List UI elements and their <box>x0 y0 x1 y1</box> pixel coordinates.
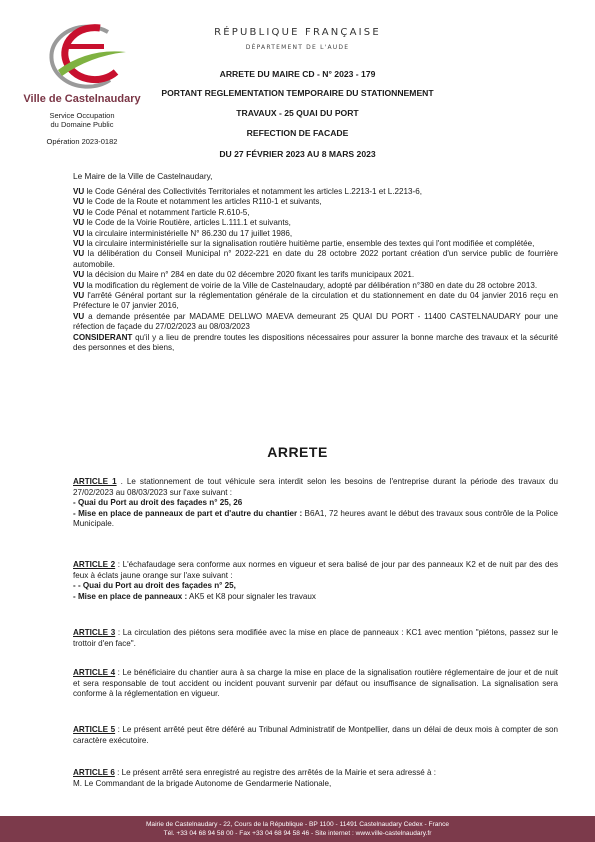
consideration-lead: VU <box>73 218 85 228</box>
consideration-text: a demande présentée par MADAME DELLWO MAEVA demeurant 25 QUAI DU PORT - 11400 CASTELNAUDARY pour une réfection de façade du 27/02/2023 au 08/03/2023 <box>73 311 558 332</box>
consideration-lead: VU <box>73 280 85 290</box>
consideration-item <box>73 197 558 207</box>
article-extra-text: M. Le Commandant de la brigade Autonome de Gendarmerie Nationale, <box>73 778 332 788</box>
article-extra-text: B6A1, 72 heures avant le début des travaux sous contrôle de la Police Municipale. <box>73 508 558 529</box>
consideration-lead: VU <box>73 228 85 238</box>
consideration-text: l'arrêté Général portant sur la réglementation générale de la circulation et du stationnement en date du 04 janvier 2016 reçu en Préfecture le 07 janvier 2016, <box>73 291 558 311</box>
article-label: ARTICLE 6 <box>73 768 115 777</box>
consideration-lead: VU <box>73 239 85 249</box>
article-label: ARTICLE 2 <box>73 560 116 569</box>
consideration-item <box>73 333 558 354</box>
consideration-item <box>73 208 558 218</box>
article-3 <box>73 628 558 649</box>
consideration-text: le Code Pénal et notamment l'article R.610-5, <box>84 207 250 217</box>
article-extra-bold: - Quai du Port au droit des façades n° 25, 26 <box>73 498 243 508</box>
service-name <box>22 111 142 129</box>
article-text: L'échafaudage sera conforme aux normes en vigueur et sera balisé de jour par des panneaux K2 et de nuit par des des feux à éclats jaune orange sur l'axe suivant : <box>73 560 559 580</box>
considerations-list <box>73 187 558 354</box>
article-text: Le présent arrêté peut être déféré au Tribunal Administratif de Montpellier, dans un délai de deux mois à compter de son caractère exécutoire. <box>73 725 559 745</box>
consideration-item <box>73 270 558 280</box>
consideration-text: qu'il y a lieu de prendre toutes les dispositions nécessaires pour assurer la bonne marche des travaux et la sécurité des personnes et des biens, <box>73 332 558 353</box>
article-label: ARTICLE 4 <box>73 668 116 677</box>
consideration-text: le Code de la Voirie Routière, articles L.111.1 et suivants, <box>84 218 291 228</box>
consideration-text: le Code Général des Collectivités Territoriales et notamment les articles L.2213-1 et L.2213-6, <box>84 187 422 196</box>
footer-contact: Tél. +33 04 68 94 58 00 - Fax +33 04 68 94 58 46 - Site internet : www.ville-castelnaudary.fr <box>163 830 432 837</box>
city-name: Ville de Castelnaudary <box>23 93 141 105</box>
decree-object: REFECTION DE FACADE <box>246 128 349 138</box>
mayor-intro: Le Maire de la Ville de Castelnaudary, <box>73 171 213 181</box>
decree-number: ARRETE DU MAIRE CD - N° 2023 - 179 <box>219 69 376 79</box>
article-label: ARTICLE 5 <box>73 725 116 734</box>
article-extra-bold: - Mise en place de panneaux de part et d'autre du chantier : <box>73 508 303 518</box>
decree-dates: DU 27 FÉVRIER 2023 AU 8 MARS 2023 <box>219 149 376 159</box>
consideration-item <box>73 187 558 197</box>
page-footer <box>0 816 595 842</box>
consideration-lead: VU <box>73 270 85 280</box>
consideration-item <box>73 239 558 249</box>
footer-address: Mairie de Castelnaudary - 22, Cours de la République - BP 1100 - 11491 Castelnaudary Cedex - France <box>145 821 450 828</box>
service-line-2: du Domaine Public <box>50 120 114 129</box>
service-line-1: Service Occupation <box>49 111 115 120</box>
article-extra-text: AK5 et K8 pour signaler les travaux <box>187 591 316 601</box>
consideration-text: la circulaire interministérielle N° 86.230 du 17 juillet 1986, <box>84 228 293 238</box>
article-text: Le bénéficiaire du chantier aura à sa charge la mise en place de la signalisation routière réglementaire de jour et de nuit et sera responsable de tout accident ou incident pouvant survenir par défaut ou insuffisance de signalisation. La signalisation sera conforme à la réglementation en vigueur. <box>73 668 559 699</box>
operation-number: Opération 2023-0182 <box>46 137 118 146</box>
article-sep: : <box>115 560 123 569</box>
article-5 <box>73 725 558 746</box>
consideration-item <box>73 291 558 312</box>
consideration-lead: CONSIDERANT <box>73 332 133 342</box>
consideration-text: la délibération du Conseil Municipal n° 2022-221 en date du 28 octobre 2022 portant création d'un service public de fourrière automobile. <box>73 249 558 269</box>
consideration-item <box>73 281 558 291</box>
article-6 <box>73 768 558 789</box>
article-extra-bold: - - Quai du Port au droit des façades n° 25, <box>73 581 236 591</box>
consideration-item <box>73 249 558 270</box>
article-2 <box>73 560 558 602</box>
arrete-heading: ARRETE <box>267 444 328 460</box>
article-text: La circulation des piétons sera modifiée avec la mise en place de panneaux : KC1 avec mention "piétons, passez sur le trottoir d'en face". <box>73 628 559 648</box>
consideration-text: la modification du règlement de voirie de la Ville de Castelnaudary, adopté par délibération n°380 en date du 28 octobre 2013. <box>84 280 538 290</box>
consideration-lead: VU <box>73 291 85 301</box>
article-1 <box>73 477 558 530</box>
castelnaudary-logo <box>38 20 133 90</box>
consideration-lead: VU <box>73 311 85 321</box>
consideration-lead: VU <box>73 207 85 217</box>
consideration-item <box>73 229 558 239</box>
consideration-text: la circulaire interministérielle sur la signalisation routière huitième partie, ensemble des textes qui l'ont modifiée et complétée, <box>84 239 535 249</box>
consideration-item <box>73 312 558 333</box>
consideration-item <box>73 218 558 228</box>
article-sep: : <box>115 628 123 637</box>
consideration-lead: VU <box>73 249 85 259</box>
article-sep: : <box>114 768 122 777</box>
decree-works: TRAVAUX - 25 QUAI DU PORT <box>236 108 359 118</box>
decree-subject: PORTANT REGLEMENTATION TEMPORAIRE DU STATIONNEMENT <box>161 88 434 98</box>
republic-title: RÉPUBLIQUE FRANÇAISE <box>214 27 381 38</box>
article-text: Le stationnement de tout véhicule sera interdit selon les besoins de l'entreprise durant la période des travaux du 27/02/2023 au 08/03/2023 sur l'axe suivant : <box>73 477 558 497</box>
article-extra-bold: - Mise en place de panneaux : <box>73 591 188 601</box>
article-label: ARTICLE 1 <box>73 477 117 486</box>
consideration-lead: VU <box>73 187 85 196</box>
article-sep: . <box>116 477 127 486</box>
article-sep: : <box>115 725 123 734</box>
article-4 <box>73 668 558 700</box>
article-text: Le présent arrêté sera enregistré au registre des arrêtés de la Mairie et sera adressé à : <box>121 768 437 777</box>
department-title: DÉPARTEMENT DE L'AUDE <box>245 44 350 51</box>
consideration-text: le Code de la Route et notamment les articles R110-1 et suivants, <box>84 197 322 207</box>
consideration-text: la décision du Maire n° 284 en date du 02 décembre 2020 fixant les tarifs municipaux 2021. <box>84 270 415 280</box>
article-label: ARTICLE 3 <box>73 628 116 637</box>
article-sep: : <box>115 668 123 677</box>
consideration-lead: VU <box>73 197 85 207</box>
